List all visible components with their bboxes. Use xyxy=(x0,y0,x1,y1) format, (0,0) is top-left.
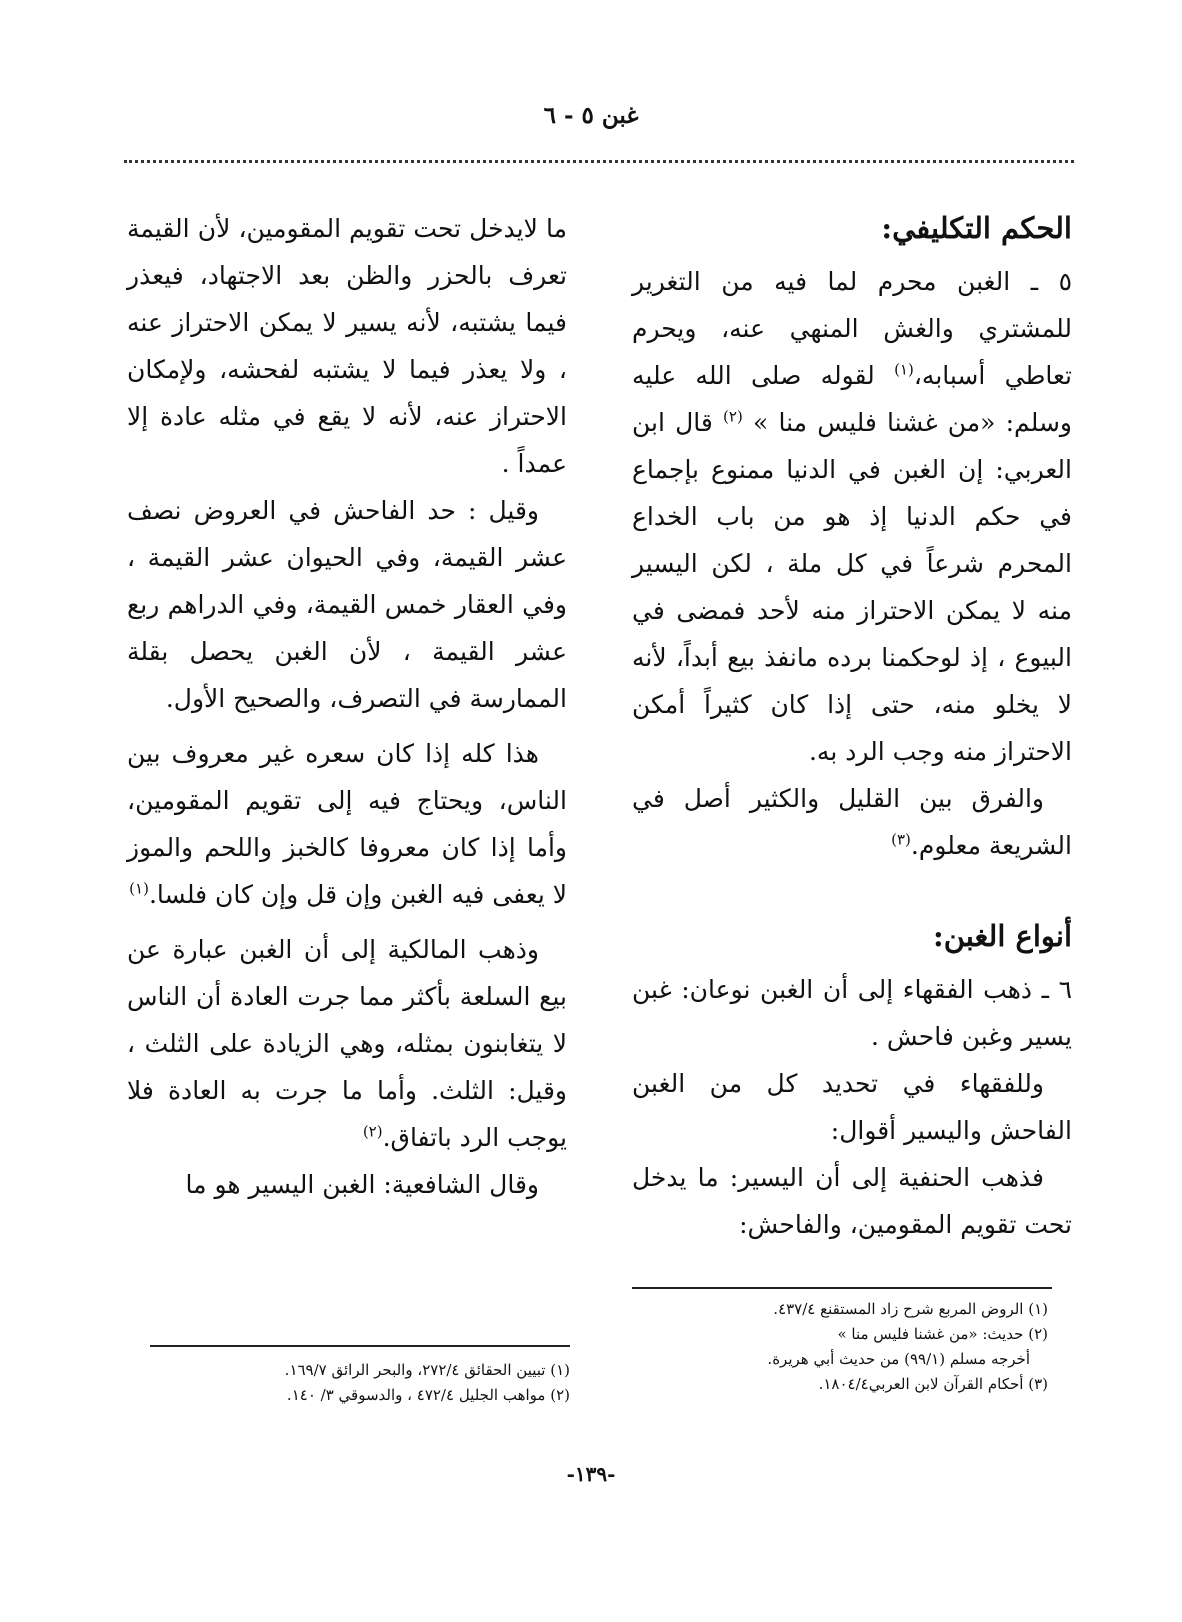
section-heading-ruling: الحكم التكليفي: xyxy=(881,211,1072,245)
footnote-ref-3: (٣) xyxy=(891,830,911,849)
paragraph-6: ٦ ـ ذهب الفقهاء إلى أن الغبن نوعان: غبن يسير وغبن فاحش . xyxy=(632,975,1072,1051)
paragraph-5 xyxy=(632,258,1072,775)
footnote-right-1: (١) الروض المربع شرح زاد المستقنع ٤٣٧/٤. xyxy=(773,1300,1048,1318)
paragraph-hanafi: فذهب الحنفية إلى أن اليسير: ما يدخل تحت تقويم المقومين، والفاحش: xyxy=(632,1163,1072,1239)
footnote-left-1: (١) تبيين الحقائق ٢٧٢/٤، والبحر الرائق ١٦٩/٧. xyxy=(284,1361,570,1379)
footnotes-right xyxy=(628,1297,1048,1397)
footnote-left-2: (٢) مواهب الجليل ٤٧٢/٤ ، والدسوقي ٣/ ١٤٠. xyxy=(286,1386,570,1404)
footnote-ref-2: (٢) xyxy=(723,407,743,426)
footnote-right-2-source: أخرجه مسلم (٩٩/١) من حديث أبي هريرة. xyxy=(767,1350,1030,1368)
footnote-rule-right xyxy=(632,1287,1052,1289)
paragraph-difference xyxy=(632,775,1072,869)
footnote-ref-left-1: (١) xyxy=(129,879,149,898)
paragraph-opinions: وللفقهاء في تحديد كل من الغبن الفاحش واليسير أقوال: xyxy=(632,1069,1072,1145)
running-header: غبن ٥ - ٦ xyxy=(543,102,639,129)
paragraph-difference-text: والفرق بين القليل والكثير أصل في الشريعة معلوم. xyxy=(632,784,1072,860)
paragraph-maliki-text: وذهب المالكية إلى أن الغبن عبارة عن بيع السلعة بأكثر مما جرت العادة أن الناس لا يتغابنون بمثله، وهي الزيادة على الثلث ، وقيل: الثلث. وأما ما جرت به العادة فلا يوجب الرد باتفاق. xyxy=(127,935,567,1152)
paragraph-known-price xyxy=(127,730,567,918)
footnote-rule-left xyxy=(150,1345,570,1347)
page-number: -١٣٩- xyxy=(566,1462,616,1486)
footnote-right-3: (٣) أحكام القرآن لابن العربي١٨٠٤/٤. xyxy=(818,1375,1048,1393)
footnote-ref-1: (١) xyxy=(894,360,914,379)
footnote-right-2: (٢) حديث: «من غشنا فليس منا » xyxy=(837,1325,1048,1343)
paragraph-5-part-b: لقوله صلى الله عليه وسلم: «من غشنا فليس منا » xyxy=(632,361,1072,437)
header-dotted-rule xyxy=(124,160,1074,163)
right-column xyxy=(632,205,1072,1248)
section-heading-types: أنواع الغبن: xyxy=(933,919,1072,953)
footnote-ref-left-2: (٢) xyxy=(362,1122,383,1141)
paragraph-continuation: ما لايدخل تحت تقويم المقومين، لأن القيمة تعرف بالحزر والظن بعد الاجتهاد، فيعذر فيما يشتبه، لأنه يسير لا يمكن الاحتراز عنه ، ولا يعذر فيما لا يشتبه لفحشه، ولإمكان الاحتراز عنه، لأنه لا يقع في مثله عادة إلا عمداً . xyxy=(127,214,567,478)
paragraph-other-view: وقيل : حد الفاحش في العروض نصف عشر القيمة، وفي الحيوان عشر القيمة ، وفي العقار خمس القيمة، وفي الدراهم ربع عشر القيمة ، لأن الغبن يحصل بقلة الممارسة في التصرف، والصحيح الأول. xyxy=(127,496,567,713)
left-column xyxy=(127,205,567,1208)
paragraph-known-price-text: هذا كله إذا كان سعره غير معروف بين الناس، ويحتاج فيه إلى تقويم المقومين، وأما إذا كان معروفا كالخبز واللحم والموز لا يعفى فيه الغبن وإن قل وإن كان فلسا. xyxy=(127,739,567,909)
footnotes-left xyxy=(150,1358,570,1408)
paragraph-5-part-a: ٥ ـ الغبن محرم لما فيه من التغرير للمشتري والغش المنهي عنه، ويحرم تعاطي أسبابه، xyxy=(632,267,1072,390)
paragraph-5-part-c: قال ابن العربي: إن الغبن في الدنيا ممنوع بإجماع في حكم الدنيا إذ هو من باب الخداع المحرم شرعاً في كل ملة ، لكن اليسير منه لا يمكن الاحتراز منه لأحد فمضى في البيوع ، إذ لوحكمنا برده مانفذ بيع أبداً، لأنه لا يخلو منه، حتى إذا كان كثيراً أمكن الاحتراز منه وجب الرد به. xyxy=(632,408,1072,766)
paragraph-shafii: وقال الشافعية: الغبن اليسير هو ما xyxy=(185,1170,539,1199)
paragraph-maliki xyxy=(127,926,567,1161)
